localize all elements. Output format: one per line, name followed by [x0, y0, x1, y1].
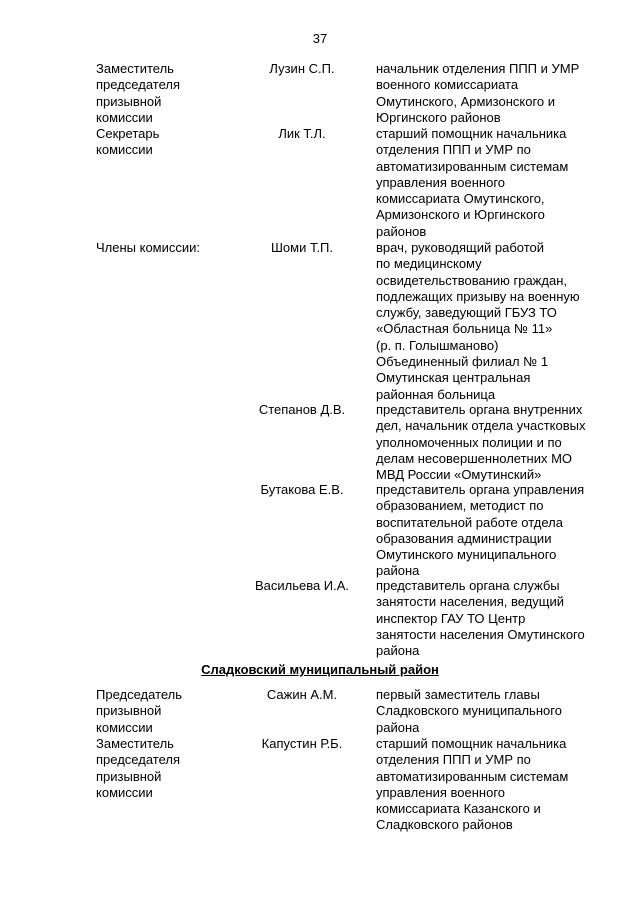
member-position: старший помощник начальника отделения ППП и УМР по автоматизированным системам управления военного комиссариата Казанского и Сладковского районов [376, 736, 569, 833]
member-name: Васильева И.А. [254, 578, 350, 593]
role-label: Заместитель председателя призывной комиссии [96, 736, 181, 800]
role-label: Председатель призывной комиссии [96, 687, 183, 735]
role-label: Секретарь комиссии [96, 126, 160, 158]
member-position: врач, руководящий работой по медицинскому освидетельствованию граждан, подлежащих призыву на военную службу, заведующий ГБУЗ ТО «Областная больница № 11» (р. п. Голышманово) Объединенный филиал № 1 Омутинская центральная районная больница [376, 240, 580, 402]
member-position: старший помощник начальника отделения ППП и УМР по автоматизированным системам управления военного комиссариата Омутинского, Армизонского и Юргинского районов [376, 126, 569, 239]
role-label: Члены комиссии: [96, 240, 201, 255]
section-title: Сладковский муниципальный район [201, 662, 439, 677]
member-position: начальник отделения ППП и УМР военного комиссариата Омутинского, Армизонского и Юргинского районов [376, 61, 580, 125]
member-position: первый заместитель главы Сладковского муниципального района [376, 687, 562, 735]
member-position: представитель органа управления образованием, методист по воспитательной работе отдела образования администрации Омутинского муниципального района [376, 482, 585, 579]
member-position: представитель органа службы занятости населения, ведущий инспектор ГАУ ТО Центр занятости населения Омутинского района [376, 578, 585, 659]
member-name: Степанов Д.В. [258, 402, 346, 417]
member-name: Бутакова Е.В. [260, 482, 344, 497]
member-name: Шоми Т.П. [270, 240, 334, 255]
role-label: Заместитель председателя призывной комиссии [96, 61, 181, 125]
member-name: Лузин С.П. [269, 61, 335, 76]
member-name: Лик Т.Л. [278, 126, 326, 141]
member-position: представитель органа внутренних дел, начальник отдела участковых уполномоченных полиции и по делам несовершеннолетних МО МВД России «Омутинский» [376, 402, 586, 483]
member-name: Сажин А.М. [266, 687, 338, 702]
page-number: 37 [312, 31, 328, 46]
member-name: Капустин Р.Б. [261, 736, 343, 751]
